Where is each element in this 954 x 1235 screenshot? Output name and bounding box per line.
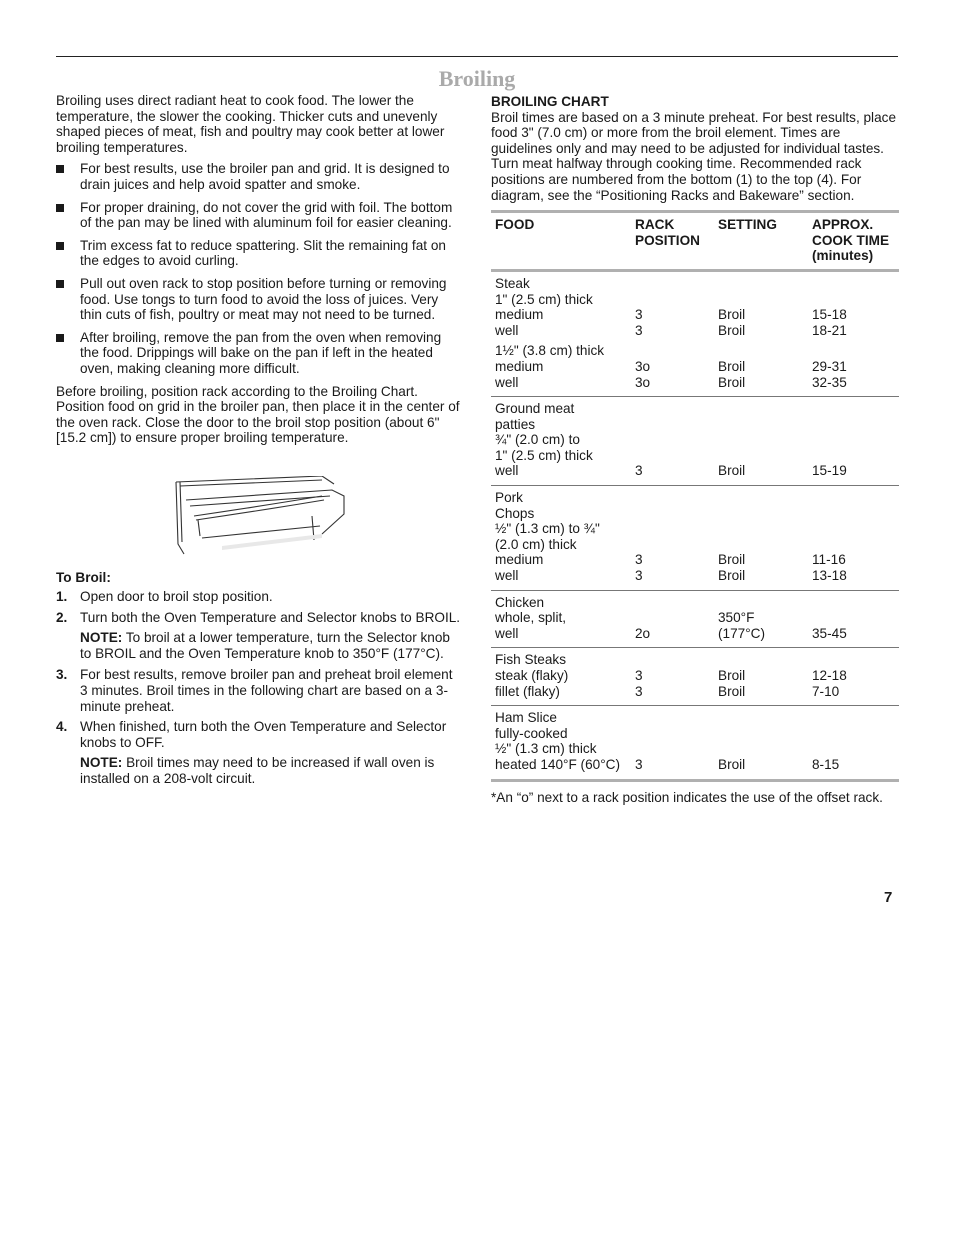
step-item — [56, 719, 462, 750]
note-208-volt — [56, 755, 462, 786]
broil-steps-list-continued — [56, 667, 462, 750]
left-column — [56, 93, 462, 793]
table-row: fillet (flaky) 3 Broil 7-10 — [491, 684, 899, 706]
chicken-group — [491, 590, 899, 648]
steak-group — [491, 270, 899, 396]
table-row: ½" (1.3 cm) thick — [495, 741, 597, 757]
tip-item: For best results, use the broiler pan and grid. It is designed to drain juices and help avoid spatter and smoke. — [56, 161, 462, 192]
fish-steaks-group — [491, 648, 899, 706]
note-label: NOTE: — [80, 755, 123, 771]
page-number: 7 — [884, 889, 893, 906]
note-lower-temperature — [56, 630, 462, 661]
header-cook-time: APPROX. COOK TIME (minutes) — [808, 212, 899, 271]
broiling-chart-heading: BROILING CHART — [491, 94, 609, 109]
broil-steps-list — [56, 589, 462, 625]
broiling-chart-intro: Broil times are based on a 3 minute preheat. For best results, place food 3" (7.0 cm) or more from the broil element. Times are guidelines only and may need to be adjusted for individual tastes. Turn meat halfway through cooking time. Recommended rack positions are numbered from the bottom (1) to the top (4). For diagram, see the “Positioning Racks and Bakeware” section. — [491, 109, 896, 203]
table-row: ¾" (2.0 cm) to — [495, 432, 580, 448]
oven-door-broil-stop-illustration — [172, 476, 352, 556]
table-row: fully-cooked — [495, 725, 568, 741]
header-food: FOOD — [491, 212, 631, 271]
broiling-chart-table — [491, 210, 899, 781]
table-row: Ground meat — [495, 401, 575, 417]
note-label: NOTE: — [80, 630, 123, 646]
step-item — [56, 589, 462, 605]
step-text: Turn both the Oven Temperature and Selector knobs to BROIL. — [80, 609, 461, 625]
table-row: steak (flaky) 3 Broil 12-18 — [495, 668, 847, 683]
pork-chops-group — [491, 486, 899, 591]
step-number: 4. — [56, 719, 68, 735]
step-number: 1. — [56, 589, 68, 605]
before-broiling-paragraph: Before broiling, position rack according to the Broiling Chart. Position food on grid in the broiler pan, then place it in the center of the oven rack. Close the door to the broil stop position (about 6" [15.2 cm]) to ensure proper broiling temperature. — [56, 383, 460, 446]
table-row: medium 3 Broil 11-16 — [495, 552, 846, 568]
step-number: 3. — [56, 667, 68, 683]
header-rack-position: RACK POSITION — [631, 212, 714, 271]
table-row: 1" (2.5 cm) thick — [495, 447, 593, 463]
step-text: For best results, remove broiler pan and preheat broil element 3 minutes. Broil times in the following chart are based on a 3-minute preheat. — [80, 667, 453, 714]
tip-item: For proper draining, do not cover the grid with foil. The bottom of the pan may be lined with aluminum foil for easier cleaning. — [56, 200, 462, 231]
table-row: Chicken — [495, 594, 545, 610]
tip-item: Pull out oven rack to stop position before turning or removing food. Use tongs to turn food to avoid the loss of juices. Very thin cuts of fish, poultry or meat may not need to be turned. — [56, 276, 462, 323]
table-row: Steak — [495, 275, 530, 291]
table-row: well 2o (177°C) 35-45 — [491, 626, 899, 648]
note-text: Broil times may need to be increased if wall oven is installed on a 208-volt circuit. — [80, 755, 435, 786]
table-row: heated 140°F (60°C) 3 Broil 8-15 — [491, 757, 899, 780]
offset-rack-footnote: *An “o” next to a rack position indicates the use of the offset rack. — [491, 789, 883, 805]
tips-list — [56, 161, 462, 376]
note-text: To broil at a lower temperature, turn the Selector knob to BROIL and the Oven Temperature knob to 350°F (177°C). — [80, 630, 450, 661]
table-row: (2.0 cm) thick — [495, 536, 577, 552]
table-row: medium 3 Broil 15-18 — [495, 307, 847, 323]
top-rule — [56, 56, 898, 57]
ham-slice-group — [491, 706, 899, 780]
ground-meat-group — [491, 397, 899, 486]
table-row: patties — [495, 416, 536, 432]
table-row: well 3 Broil 15-19 — [491, 463, 899, 485]
step-number: 2. — [56, 609, 68, 625]
step-text: When finished, turn both the Oven Temperature and Selector knobs to OFF. — [80, 719, 447, 750]
table-row: Ham Slice — [495, 710, 557, 726]
table-header-row — [491, 212, 899, 271]
page-title: Broiling — [438, 66, 516, 91]
tip-item: After broiling, remove the pan from the oven when removing the food. Drippings will bake on the pan if left in the heated oven, making cleaning more difficult. — [56, 330, 462, 377]
step-item — [56, 667, 462, 714]
table-row: whole, split, 350°F — [495, 610, 755, 626]
table-row: 1½" (3.8 cm) thick — [495, 343, 605, 359]
intro-paragraph: Broiling uses direct radiant heat to cook food. The lower the temperature, the slower the cooking. Thicker cuts and unevenly shaped pieces of meat, fish and poultry may cook better at lower broiling temperatures. — [56, 93, 445, 155]
tip-item: Trim excess fat to reduce spattering. Slit the remaining fat on the edges to avoid curling. — [56, 238, 462, 269]
step-item — [56, 610, 462, 626]
table-row: well 3 Broil 13-18 — [491, 568, 899, 590]
header-setting: SETTING — [714, 212, 808, 271]
table-row: well 3 Broil 18-21 — [495, 322, 847, 338]
table-row: 1" (2.5 cm) thick — [495, 291, 593, 307]
table-row: Chops — [495, 505, 535, 521]
right-column — [491, 94, 901, 805]
table-row: ½" (1.3 cm) to ¾" — [495, 521, 600, 537]
table-row: medium 3o Broil 29-31 — [495, 358, 847, 374]
table-row: Pork — [495, 490, 523, 506]
step-text: Open door to broil stop position. — [80, 589, 273, 605]
table-row: well 3o Broil 32-35 — [491, 375, 899, 397]
to-broil-heading: To Broil: — [56, 570, 111, 586]
table-row: Fish Steaks — [495, 652, 567, 668]
